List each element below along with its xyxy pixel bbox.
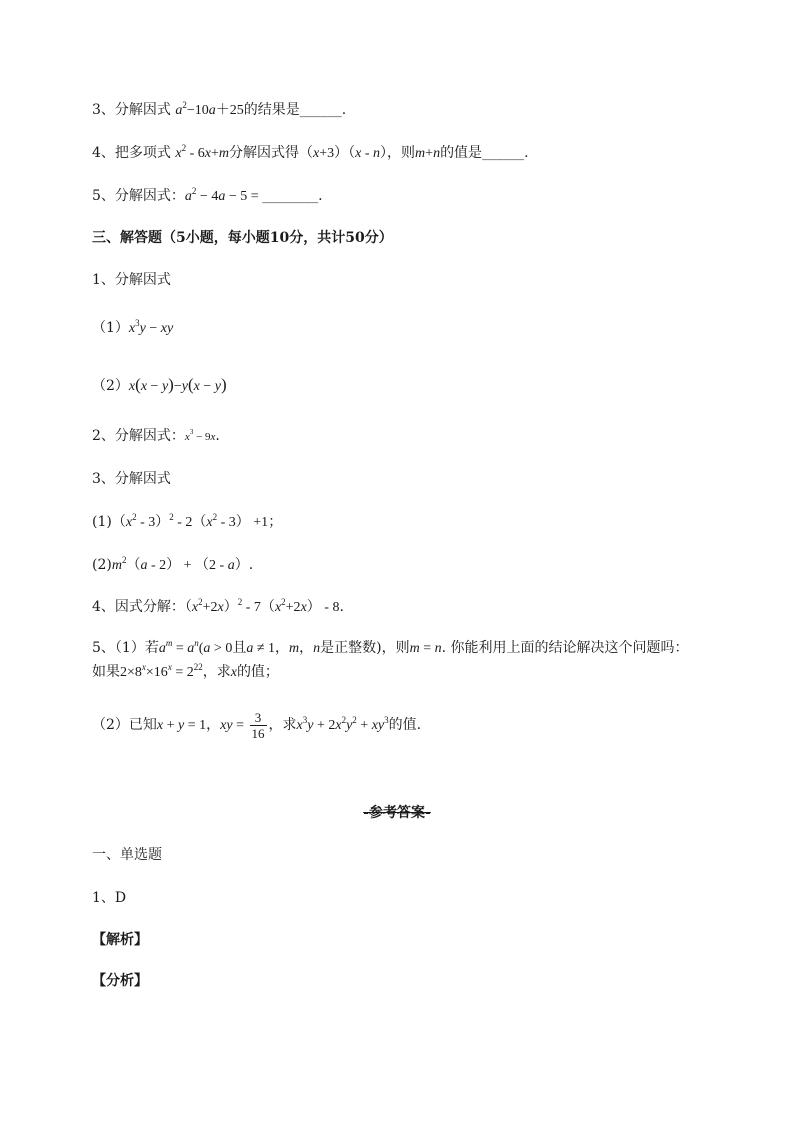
solve-question-5-line-1: 5、（1）若$a^m = a^n(a > 0$且a ≠ 1，m，n是正整数)，则m = n. 你能利用上面的结论解决这个问题吗： — [92, 638, 689, 656]
question-text: 分解因式： — [114, 428, 185, 444]
math-variable: a — [208, 103, 216, 118]
question-number: 2、 — [92, 428, 115, 444]
question-text: ， — [206, 717, 221, 733]
question-text: 且 — [232, 640, 247, 656]
answer-blank: ________ — [262, 188, 319, 204]
question-end: . — [524, 145, 529, 161]
question-text-tail: 的结果是 — [243, 102, 300, 118]
math-expression: x — [128, 379, 136, 394]
answer-blank: ______ — [482, 145, 525, 161]
question-text: 如果 — [92, 664, 120, 680]
math-expression: $x^3y$ — [128, 318, 146, 336]
part-label: （2）已知 — [92, 717, 157, 733]
question-number: 3、 — [92, 102, 115, 118]
solve-question-1 — [92, 270, 171, 290]
math-operator: - 6 — [186, 146, 205, 161]
answer-blank: ______ — [299, 102, 342, 118]
math-expression: $x^2$ — [175, 143, 187, 161]
question-text: 因式分解： — [114, 599, 185, 615]
question-text: 是正整数)，则 — [320, 640, 410, 656]
fraction: $\frac{3}{16}$ — [251, 709, 265, 741]
question-end: . — [339, 599, 344, 615]
part-label: （1）若 — [114, 640, 159, 656]
math-expression: $a^2$ — [175, 100, 187, 118]
answers-title-text: -参考答案- — [363, 805, 431, 821]
question-end: . — [215, 428, 220, 444]
part-label: （2） — [92, 378, 129, 394]
question-number: 3、 — [92, 471, 115, 487]
question-text: 把多项式 — [114, 145, 176, 161]
solve-question-1-part-2: （2）x(x − y)−y(x − y) — [92, 375, 227, 394]
question-end: . — [318, 188, 323, 204]
solve-question-3-part-2: $(2)m^2(a - 2) + (2 - a)$. — [92, 555, 254, 573]
answers-section-1: 一、单选题 — [92, 847, 162, 863]
part-end: . — [248, 557, 254, 573]
math-operator: ＋25 — [215, 103, 244, 118]
part-label: (2) — [92, 557, 112, 573]
question-text: ， — [275, 640, 290, 656]
question-text: 分解因式： — [114, 188, 185, 204]
math-variable: x — [204, 146, 211, 161]
question-number: 4、 — [92, 599, 115, 615]
math-operator: −10 — [186, 103, 209, 118]
question-number: 1、 — [92, 272, 115, 288]
section-title: 三、解答题（5小题，每小题10分，共计50分） — [92, 230, 393, 246]
fill-question-5: 5、分解因式：$a^2 - 4a - 5$ = ________. — [92, 186, 323, 204]
question-text: 分解因式得（ — [229, 145, 314, 161]
solve-question-3 — [92, 469, 171, 489]
part-label: (1) — [92, 514, 112, 530]
question-number: 4、 — [92, 145, 115, 161]
analysis-label: 【解析】 — [92, 932, 148, 948]
question-text: 分解因式 — [114, 471, 171, 487]
part-label: （1） — [92, 320, 129, 336]
fill-question-3 — [92, 100, 346, 121]
solve-question-4: 4、因式分解：$(x^2+2x)^2 - 7(x^2+2x) - 8$. — [92, 597, 344, 615]
solve-question-5-part-2: （2）已知x + y = 1，xy = $\frac{3}{16}$ ，求$x^3y + 2x^2y^2 + xy^3$的值. — [92, 709, 422, 741]
question-number: 5、 — [92, 640, 115, 656]
fenxi-label: 【分析】 — [92, 973, 148, 989]
fill-question-4: 4、把多项式 $x^2 - 6x+m$分解因式得（x+3）（x - n），则m+n的值是______. — [92, 143, 529, 161]
answers-title — [0, 803, 794, 823]
question-text: 的值； — [236, 664, 279, 680]
question-number: 5、 — [92, 188, 115, 204]
solve-question-5-line-2: 如果$2\times 8^x\times 16^x = 2^{22}$，求x的值； — [92, 662, 279, 680]
solve-question-1-part-1: $(1)x^3y$ − xy — [92, 318, 174, 336]
question-text-tail: 的值是 — [440, 145, 483, 161]
question-text: ， — [299, 640, 314, 656]
question-text: 分解因式 — [114, 272, 171, 288]
question-text: ，求 — [268, 717, 297, 733]
question-end: . — [341, 102, 347, 118]
math-expression: $a^2$ — [184, 186, 197, 204]
question-text: . 你能利用上面的结论解决这个问题吗： — [441, 640, 689, 656]
solve-question-2: 2、分解因式：$x^3 - 9x$. — [92, 428, 220, 444]
question-text: ），则 — [380, 145, 416, 161]
question-end: 的值. — [388, 717, 422, 733]
question-text: ）（ — [334, 145, 356, 161]
question-text: ，求 — [202, 664, 231, 680]
solve-question-3-part-1: $(1)(x^2 - 3)^2 - 2(x^2 - 3) +1$； — [92, 512, 283, 530]
part-end: ； — [268, 514, 283, 530]
answer-1: 1、D — [92, 890, 127, 906]
question-text: 分解因式 — [114, 102, 176, 118]
math-expression: $x^3$ — [184, 428, 194, 443]
